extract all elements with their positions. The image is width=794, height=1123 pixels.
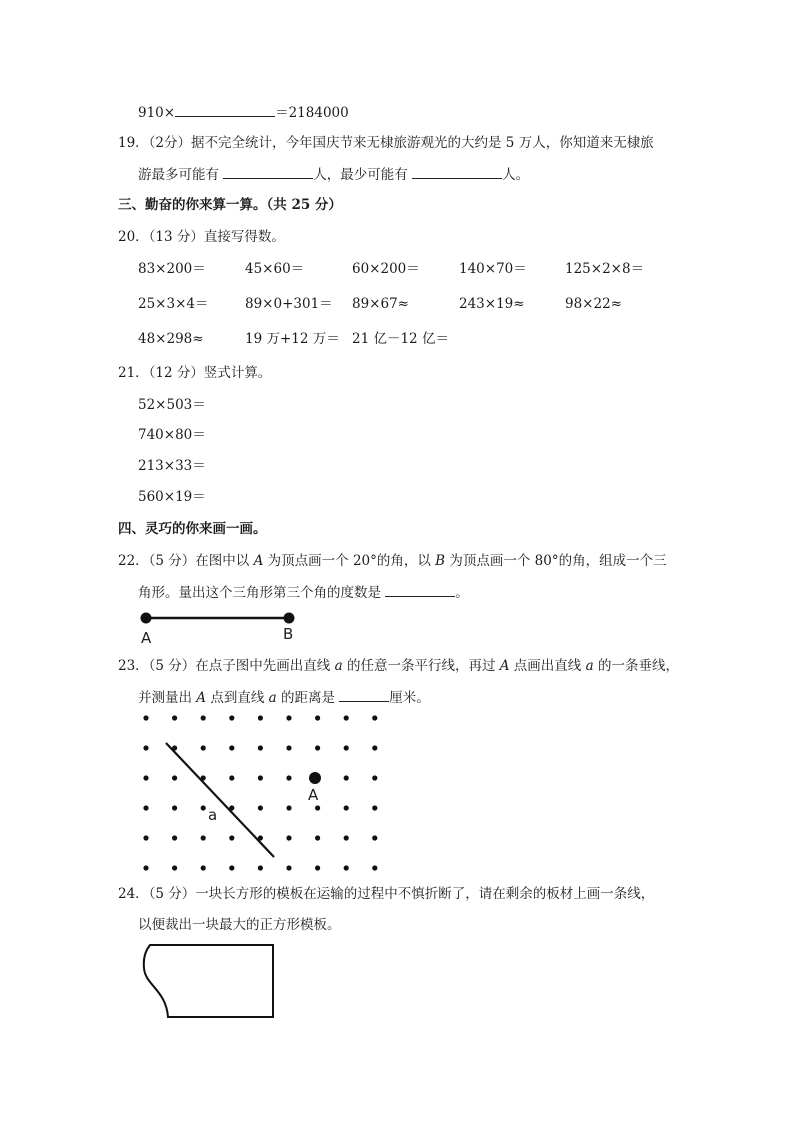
q23-text-g: 的距离是: [276, 690, 340, 706]
q19-line1: 19．（2分）据不完全统计，今年国庆节来无棣旅游观光的大约是 5 万人，你知道来无棣旅: [118, 135, 654, 151]
q20-item: 45×60＝: [245, 261, 305, 277]
q21-item: 740×80＝: [138, 427, 206, 443]
q23-var-A2: A: [196, 690, 207, 706]
q20-item: 83×200＝: [138, 261, 206, 277]
q22-var-b: B: [435, 553, 446, 569]
q22-text-end: 。: [455, 585, 469, 601]
q21-item: 213×33＝: [138, 458, 206, 474]
q23-point-a-label: A: [308, 786, 319, 804]
q20-item: 140×70＝: [459, 261, 527, 277]
section3-title: 三、勤奋的你来算一算。（共 25 分）: [118, 197, 342, 213]
q23-text-h: 厘米。: [389, 690, 430, 706]
q21-item: 560×19＝: [138, 489, 206, 505]
q23-text-d: 的一条垂线，: [593, 658, 679, 674]
q24-line2: 以便裁出一块最大的正方形模板。: [138, 917, 341, 933]
q23-text-f: 点到直线: [206, 690, 269, 706]
q20-item: 89×0+301＝: [245, 296, 333, 312]
q23-var-a1: a: [334, 658, 343, 674]
q20-item: 19 万+12 万＝: [245, 331, 340, 347]
q22-text-b: 为顶点画一个 20°的角，以: [263, 553, 436, 569]
q18-right: ＝2184000: [275, 105, 349, 121]
q18-left: 910×: [138, 105, 176, 121]
q22-text-d: 角形。量出这个三角形第三个角的度数是: [138, 585, 386, 601]
q20-item: 60×200＝: [352, 261, 420, 277]
section4-title: 四、灵巧的你来画一画。: [118, 521, 267, 537]
q23-var-a3: a: [268, 690, 277, 706]
q21-item: 52×503＝: [138, 397, 206, 413]
q19-text-a: 游最多可能有: [138, 167, 224, 183]
q20-item: 25×3×4＝: [138, 296, 209, 312]
q20-item: 89×67≈: [352, 296, 409, 312]
q20-item: 125×2×8＝: [565, 261, 645, 277]
q23-text-b: 的任意一条平行线，再过: [342, 658, 500, 674]
q23-var-A1: A: [499, 658, 510, 674]
q23-text-c: 点画出直线: [509, 658, 586, 674]
q23-text-e: 并测量出: [138, 690, 197, 706]
q19-text-c: 人。: [502, 167, 530, 183]
q20-title: 20．（13 分）直接写得数。: [118, 229, 285, 245]
q24-board-outline: [144, 945, 273, 1017]
q20-item: 243×19≈: [459, 296, 525, 312]
q22-point-a-label: A: [141, 629, 152, 647]
q24-line1: 24．（5 分）一块长方形的模板在运输的过程中不慎折断了，请在剩余的板材上画一条线，: [118, 886, 655, 902]
q23-var-a2: a: [585, 658, 594, 674]
q23-line-a-label: a: [208, 806, 218, 824]
q22-point-b-label: B: [283, 625, 294, 643]
q22-text-a: 22．（5 分）在图中以: [118, 553, 254, 569]
q21-title: 21．（12 分）竖式计算。: [118, 365, 272, 381]
q22-text-c: 为顶点画一个 80°的角，组成一个三: [445, 553, 667, 569]
q23-text-a: 23．（5 分）在点子图中先画出直线: [118, 658, 335, 674]
q19-text-b: 人，最少可能有: [313, 167, 413, 183]
q20-item: 48×298≈: [138, 331, 204, 347]
q22-var-a: A: [253, 553, 264, 569]
q20-item: 98×22≈: [565, 296, 622, 312]
q20-item: 21 亿－12 亿＝: [352, 331, 449, 347]
